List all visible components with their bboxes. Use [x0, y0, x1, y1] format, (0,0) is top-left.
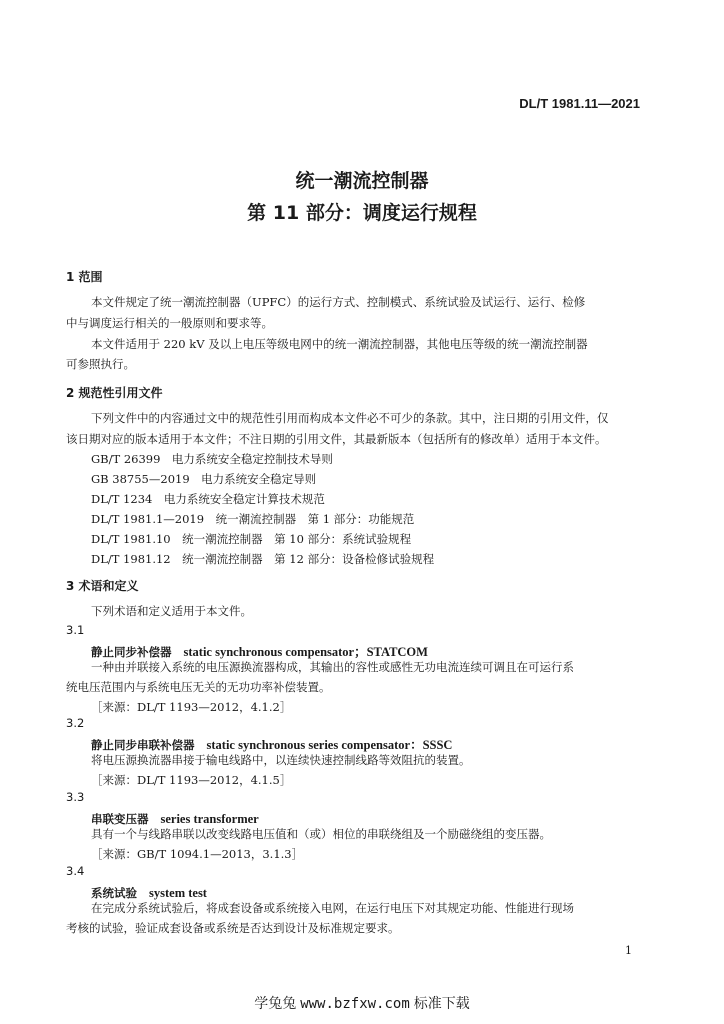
term-definition-line-1: 一种由并联接入系统的电压源换流器构成，其输出的容性或感性无功电流连续可调且在可运行系 [91, 660, 574, 674]
reference-code: DL/T 1981.10 [91, 532, 171, 546]
normative-intro-line-1: 下列文件中的内容通过文中的规范性引用而构成本文件必不可少的条款。其中，注日期的引用文件，仅 [91, 411, 609, 425]
terms-intro: 下列术语和定义适用于本文件。 [91, 604, 252, 618]
scope-paragraph-2-line-1: 本文件适用于 220 kV 及以上电压等级电网中的统一潮流控制器，其他电压等级的统一潮流控制器 [91, 337, 588, 351]
section-heading-terms: 3 术语和定义 [66, 579, 139, 593]
term-number: 3.4 [66, 864, 85, 878]
section-heading-normative-references: 2 规范性引用文件 [66, 386, 163, 400]
footer-brand: 学兔兔 [254, 996, 297, 1012]
term-name-zh: 静止同步补偿器 [91, 645, 172, 659]
document-title: 统一潮流控制器 [295, 170, 429, 192]
reference-item [91, 549, 434, 569]
term-name-en: static synchronous series compensator：SSSC [206, 738, 453, 752]
term-name-zh: 静止同步串联补偿器 [91, 738, 195, 752]
term-definition-line-1: 具有一个与线路串联以改变线路电压值和（或）相位的串联绕组及一个励磁绕组的变压器。 [91, 827, 551, 841]
term-source: ［来源：GB/T 1094.1—2013，3.1.3］ [91, 847, 304, 861]
reference-title: 统一潮流控制器 第 1 部分：功能规范 [215, 512, 415, 526]
term-name-en: static synchronous compensator；STATCOM [183, 645, 428, 659]
term-name-zh: 系统试验 [91, 886, 137, 900]
term-name-en: system test [149, 886, 207, 900]
normative-intro-line-2: 该日期对应的版本适用于本文件；不注日期的引用文件，其最新版本（包括所有的修改单）适用于本文件。 [66, 432, 607, 446]
reference-code: DL/T 1981.1—2019 [91, 512, 205, 526]
page-number: 1 [625, 944, 632, 957]
reference-item [91, 449, 333, 469]
reference-title: 电力系统安全稳定导则 [201, 472, 317, 486]
reference-code: GB/T 26399 [91, 452, 161, 466]
term-name-zh: 串联变压器 [91, 812, 149, 826]
term-number: 3.2 [66, 716, 85, 730]
term-number: 3.1 [66, 623, 85, 637]
watermark-footer [0, 993, 724, 1013]
reference-code: GB 38755—2019 [91, 472, 190, 486]
section-heading-scope: 1 范围 [66, 270, 103, 284]
scope-paragraph-1-line-1: 本文件规定了统一潮流控制器（UPFC）的运行方式、控制模式、系统试验及试运行、运行、检修 [91, 295, 586, 309]
reference-title: 统一潮流控制器 第 12 部分：设备检修试验规程 [182, 552, 435, 566]
term-definition-line-2: 考核的试验，验证成套设备或系统是否达到设计及标准规定要求。 [66, 921, 400, 935]
document-subtitle: 第 11 部分：调度运行规程 [247, 202, 477, 224]
term-source: ［来源：DL/T 1193—2012，4.1.5］ [91, 773, 292, 787]
scope-paragraph-2-line-2: 可参照执行。 [66, 357, 135, 371]
reference-code: DL/T 1234 [91, 492, 153, 506]
term-name-en: series transformer [160, 812, 259, 826]
term-definition-line-1: 将电压源换流器串接于输电线路中，以连续快速控制线路等效阻抗的装置。 [91, 753, 471, 767]
reference-title: 电力系统安全稳定计算技术规范 [163, 492, 325, 506]
reference-item [91, 489, 325, 509]
reference-code: DL/T 1981.12 [91, 552, 171, 566]
term-number: 3.3 [66, 790, 85, 804]
reference-item [91, 469, 316, 489]
standard-code: DL/T 1981.11—2021 [519, 96, 640, 111]
reference-item [91, 509, 414, 529]
reference-title: 电力系统安全稳定控制技术导则 [171, 452, 333, 466]
footer-url[interactable]: www.bzfxw.com [300, 996, 410, 1012]
scope-paragraph-1-line-2: 中与调度运行相关的一般原则和要求等。 [66, 316, 273, 330]
term-definition-line-2: 统电压范围内与系统电压无关的无功功率补偿装置。 [66, 680, 331, 694]
term-definition-line-1: 在完成分系统试验后，将成套设备或系统接入电网，在运行电压下对其规定功能、性能进行现场 [91, 901, 574, 915]
footer-label: 标准下载 [413, 996, 470, 1012]
reference-item [91, 529, 411, 549]
reference-title: 统一潮流控制器 第 10 部分：系统试验规程 [182, 532, 412, 546]
term-source: ［来源：DL/T 1193—2012，4.1.2］ [91, 700, 292, 714]
